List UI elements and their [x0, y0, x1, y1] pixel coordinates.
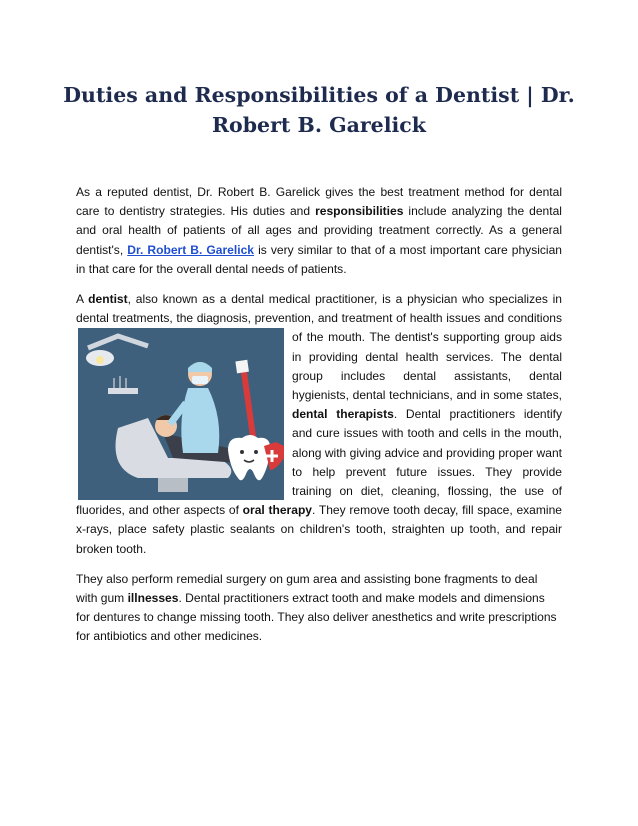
text-run: include analyzing the dental and oral health of patients of all ages and providing treatment correctly. As a general dentist's, — [76, 204, 562, 257]
text-run: They also perform remedial surgery on gum area and assisting bone fragments to deal with gum — [76, 571, 538, 606]
dentist-illustration-icon — [78, 328, 284, 500]
bold-term-dental-therapists: dental therapists — [292, 407, 394, 422]
article-body — [76, 183, 562, 658]
bold-term-dentist: dentist — [88, 292, 128, 307]
bold-term-oral-therapy: oral therapy — [242, 503, 312, 518]
dentist-illustration — [78, 328, 284, 500]
text-run: . Dental practitioners extract tooth and make models and dimensions for dentures to change missing tooth. They also deliver anesthetics and write prescriptions for antibiotics and other medicines. — [76, 591, 557, 644]
text-run: conditions of the mouth. The dentist's supporting group aids in providing dental health services. The dental group includes dental assistants, dental hygienists, dental technicians, and in some states, — [292, 311, 562, 403]
text-run: A — [76, 292, 89, 307]
paragraph-intro — [76, 183, 562, 279]
text-run: , also known as a dental medical practitioner, is a physician who specializes in dental treatments, the diagnosis, prevention, and treatment of health issues and — [76, 292, 563, 326]
page-title: Duties and Responsibilities of a Dentist | Dr. Robert B. Garelick — [63, 83, 575, 137]
text-run: . Dental practitioners identify and cure issues with tooth and cells in the mouth, along with giving advice and providing proper want to help prevent future issues. They provide training on diet, cleaning, flossing, the use of fluorides, and other aspects of — [76, 407, 563, 518]
text-run: is very similar to that of a most important care physician in that care for the overall dental needs of patients. — [76, 242, 562, 276]
text-run: As a reputed dentist, Dr. Robert B. Garelick gives the best treatment method for dental care to dentistry strategies. His duties and — [76, 185, 562, 219]
bold-term-responsibilities: responsibilities — [315, 204, 404, 219]
paragraph-surgery — [76, 570, 562, 647]
bold-term-illnesses: illnesses — [127, 591, 179, 606]
text-run: . They remove tooth decay, fill space, examine x-rays, place safety plastic sealants on children's tooth, straighten up tooth, and repair broken tooth. — [76, 503, 562, 556]
doctor-name-link[interactable]: Dr. Robert B. Garelick — [127, 242, 254, 257]
paragraph-dentist — [76, 290, 562, 559]
